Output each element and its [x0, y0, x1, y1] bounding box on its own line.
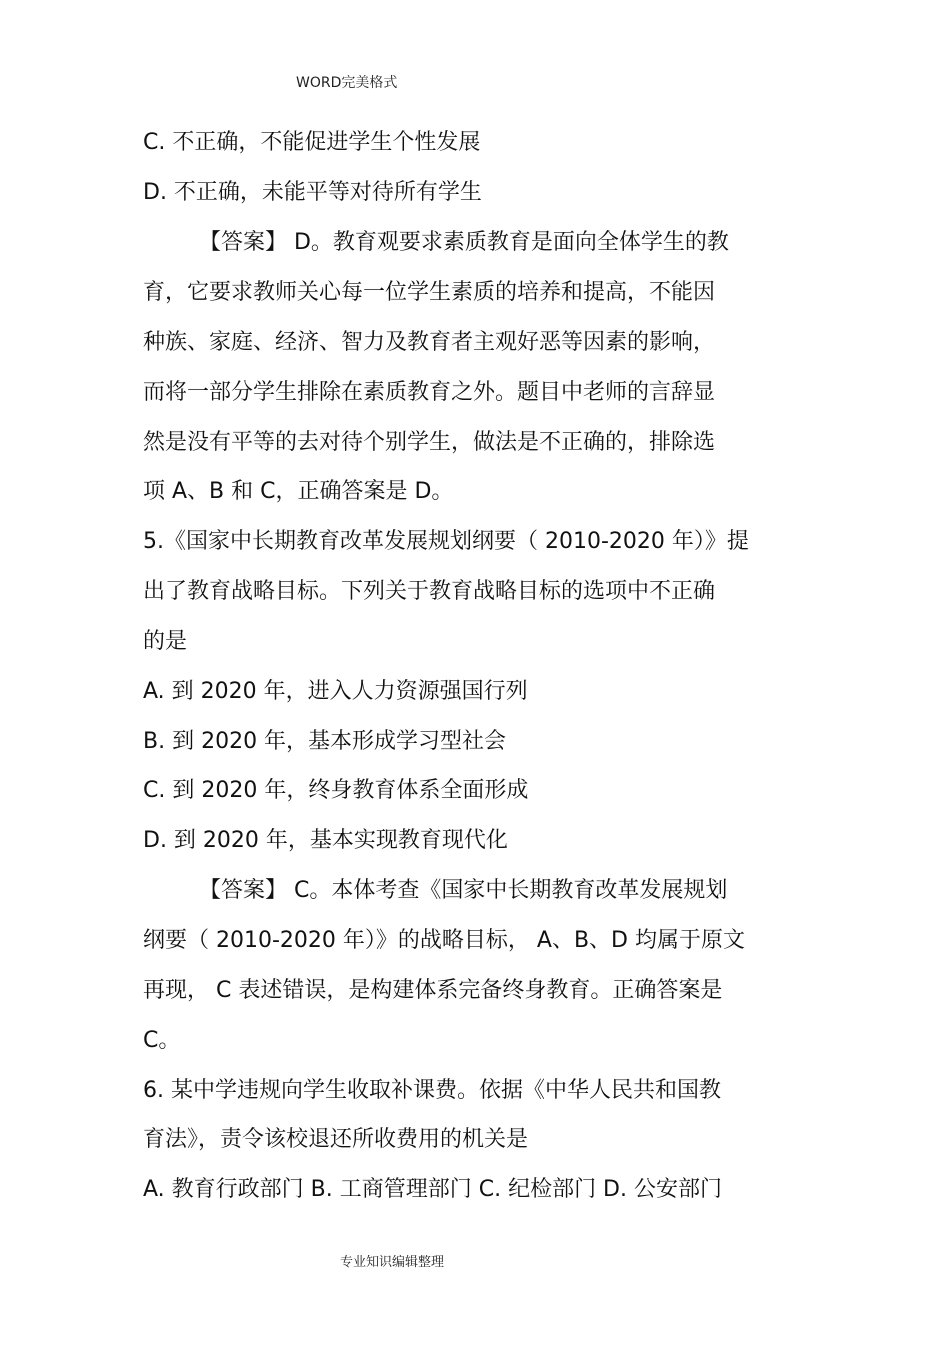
page-footer: 专业知识编辑整理: [340, 1255, 445, 1270]
answer-5-line-2: 纲要（ 2010-2020 年）》的战略目标， A、B、D 均属于原文: [143, 928, 745, 953]
question-5-line-3: 的是: [143, 629, 188, 654]
question-5-line-1: 5.《国家中长期教育改革发展规划纲要（ 2010-2020 年）》提: [143, 529, 749, 554]
answer-4-line-2: 育，它要求教师关心每一位学生素质的培养和提高，不能因: [143, 280, 716, 305]
answer-4-line-4: 而将一部分学生排除在素质教育之外。题目中老师的言辞显: [143, 380, 716, 405]
option-c-line: C. 不正确，不能促进学生个性发展: [143, 130, 481, 155]
answer-4-line-3: 种族、家庭、经济、智力及教育者主观好恶等因素的影响，: [143, 330, 716, 355]
answer-5-line-3: 再现， C 表述错误，是构建体系完备终身教育。正确答案是: [143, 978, 723, 1003]
question-5-line-2: 出了教育战略目标。下列关于教育战略目标的选项中不正确: [143, 579, 716, 604]
question-5-option-a: A. 到 2020 年，进入人力资源强国行列: [143, 679, 528, 704]
question-5-option-d: D. 到 2020 年，基本实现教育现代化: [143, 828, 508, 853]
question-5-option-b: B. 到 2020 年，基本形成学习型社会: [143, 729, 507, 754]
answer-5-line-1: 【答案】 C。本体考查《国家中长期教育改革发展规划: [199, 878, 728, 903]
question-6-options: A. 教育行政部门 B. 工商管理部门 C. 纪检部门 D. 公安部门: [143, 1177, 722, 1202]
option-d-line: D. 不正确，未能平等对待所有学生: [143, 180, 482, 205]
answer-5-line-4: C。: [143, 1028, 181, 1053]
page-header: WORD完美格式: [296, 75, 398, 91]
answer-4-line-6: 项 A、B 和 C，正确答案是 D。: [143, 479, 454, 504]
answer-4-line-5: 然是没有平等的去对待个别学生，做法是不正确的，排除选: [143, 430, 716, 455]
question-5-option-c: C. 到 2020 年，终身教育体系全面形成: [143, 778, 529, 803]
answer-4-line-1: 【答案】 D。教育观要求素质教育是面向全体学生的教: [199, 230, 729, 255]
question-6-line-1: 6. 某中学违规向学生收取补课费。依据《中华人民共和国教: [143, 1078, 721, 1103]
question-6-line-2: 育法》，责令该校退还所收费用的机关是: [143, 1127, 529, 1152]
